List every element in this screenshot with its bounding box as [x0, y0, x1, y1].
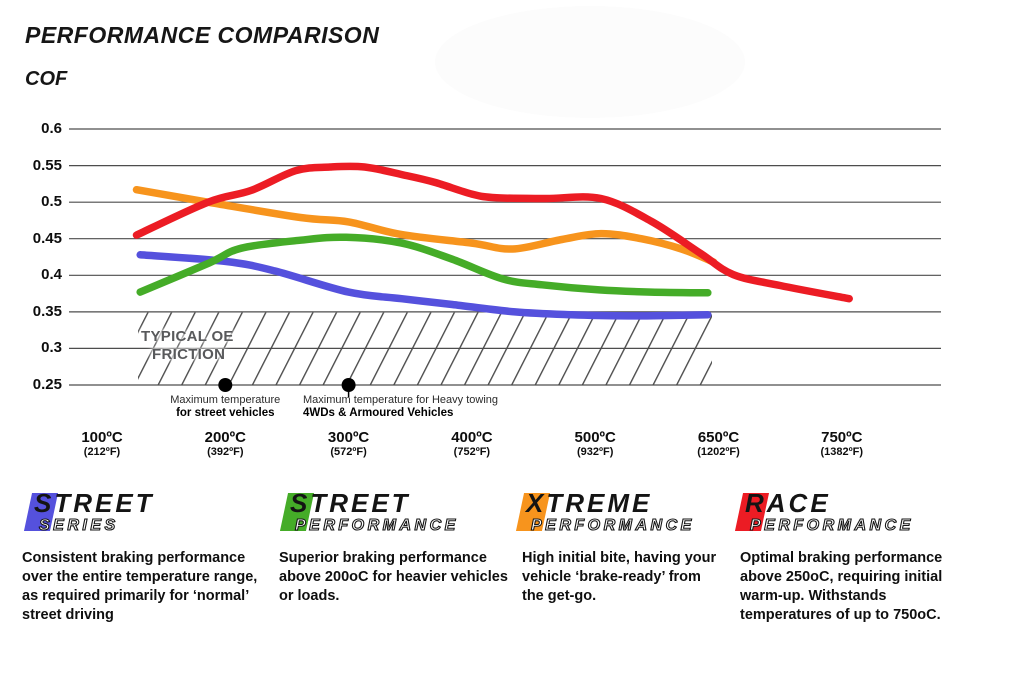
y-axis-tick-label: 0.5	[41, 193, 62, 211]
annotation-line1: Maximum temperature	[170, 394, 281, 406]
y-axis-tick-label: 0.3	[41, 339, 62, 357]
x-axis-tick-label	[412, 430, 532, 459]
x-tick-fahrenheit: (572ºF)	[330, 446, 367, 458]
annotation-line2: for street vehicles	[176, 407, 275, 419]
x-tick-celsius: 200ºC	[204, 429, 246, 446]
max-temp-marker-dot	[342, 378, 356, 392]
watermark-swoosh	[435, 6, 745, 118]
x-axis-tick-label	[42, 430, 162, 459]
y-axis-tick-label: 0.55	[32, 156, 62, 174]
legend-logo-line2: PERFORMANCE	[750, 517, 914, 534]
series-line-street-series	[140, 255, 708, 316]
y-axis-tick-label: 0.4	[41, 266, 62, 284]
legend-logo-xtreme-performance	[514, 490, 754, 540]
x-tick-fahrenheit: (392ºF)	[207, 446, 244, 458]
annotation-line2: 4WDs & Armoured Vehicles	[303, 407, 454, 419]
x-tick-fahrenheit: (212ºF)	[83, 446, 121, 458]
legend-logo-line1: XTREME	[526, 488, 653, 518]
x-axis-tick-label	[659, 430, 779, 459]
legend-description: Consistent braking performance over the entire temperature range, as required primarily for ‘normal’ street driving	[22, 550, 258, 623]
legend-description: Optimal braking performance above 250oC, requiring initial warm-up. Withstands temperatures of up to 750oC.	[740, 550, 943, 623]
x-tick-celsius: 650ºC	[697, 429, 740, 446]
typical-oe-friction-label: TYPICAL OE FRICTION	[141, 328, 234, 363]
y-axis-title: COF	[25, 68, 68, 90]
x-axis-tick-label	[289, 430, 409, 459]
x-axis-tick-label	[535, 430, 655, 459]
x-tick-celsius: 750ºC	[821, 429, 863, 446]
x-axis-tick-label	[782, 430, 902, 459]
x-tick-celsius: 100ºC	[81, 429, 123, 446]
page-title: PERFORMANCE COMPARISON	[25, 22, 380, 48]
x-tick-fahrenheit: (932ºF)	[576, 446, 614, 458]
legend-logo-race-performance	[733, 490, 973, 540]
y-axis-tick-label: 0.25	[32, 376, 62, 393]
legend-logo-line2: SERIES	[39, 517, 119, 534]
y-axis-tick-label: 0.6	[41, 120, 62, 137]
legend-logo-line1: STREET	[290, 488, 411, 518]
y-axis-tick-label: 0.45	[32, 229, 62, 247]
axis-annotation	[145, 394, 305, 420]
x-tick-fahrenheit: (752ºF)	[453, 446, 491, 458]
x-tick-fahrenheit: (1202ºF)	[697, 446, 740, 458]
x-tick-celsius: 400ºC	[451, 429, 493, 446]
x-tick-fahrenheit: (1382ºF)	[820, 446, 864, 458]
x-tick-celsius: 300ºC	[327, 429, 370, 446]
max-temp-marker-dot	[218, 378, 232, 392]
legend-description: Superior braking performance above 200oC for heavier vehicles or loads.	[279, 550, 508, 604]
legend-description: High initial bite, having your vehicle ‘brake-ready’ from the get-go.	[522, 550, 717, 604]
x-tick-celsius: 500ºC	[574, 429, 616, 446]
axis-annotation	[303, 394, 533, 420]
legend-logo-line2: PERFORMANCE	[295, 517, 459, 534]
legend-logo-line2: PERFORMANCE	[531, 517, 695, 534]
annotation-line1: Maximum temperature for Heavy towing	[303, 394, 499, 406]
legend-logo-street-performance	[278, 490, 518, 540]
legend-logo-street-series	[22, 490, 262, 540]
legend-logo-line1: STREET	[34, 488, 155, 518]
y-axis-tick-label: 0.35	[32, 302, 62, 320]
legend-logo-line1: RACE	[745, 488, 831, 518]
x-axis-tick-label	[165, 430, 285, 459]
